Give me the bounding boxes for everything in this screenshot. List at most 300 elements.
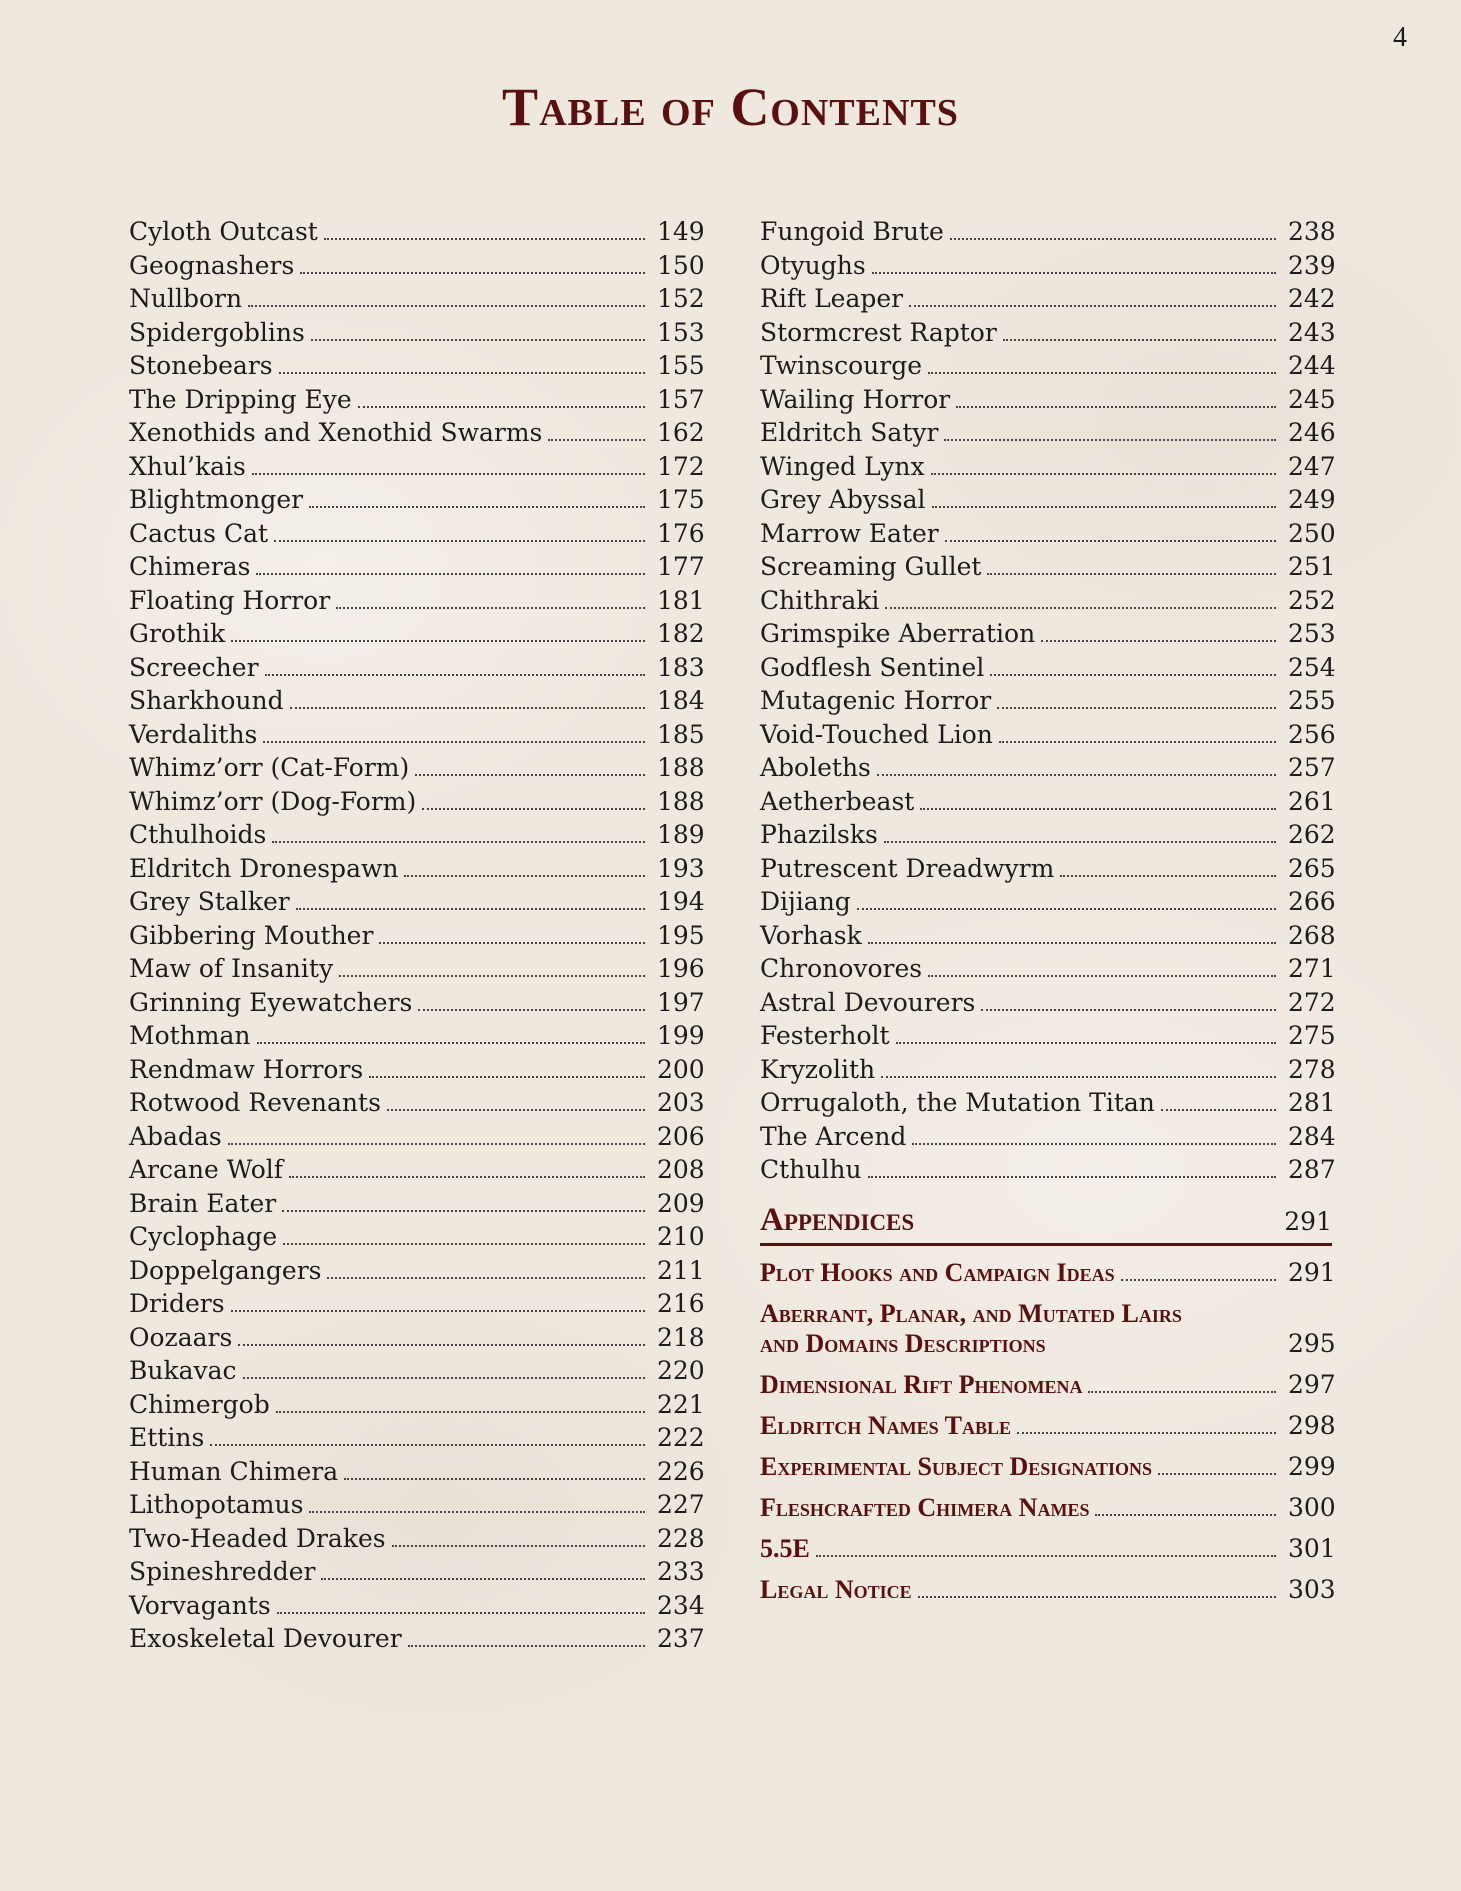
toc-entry-title: Human Chimera: [129, 1456, 339, 1486]
toc-entry[interactable]: [129, 1421, 705, 1455]
toc-entry[interactable]: [129, 249, 705, 283]
toc-entry-page: 268: [1288, 920, 1336, 950]
toc-entry-title: Brain Eater: [129, 1188, 277, 1218]
toc-entry-page: 162: [657, 418, 705, 447]
toc-entry-page: 254: [1288, 652, 1336, 682]
toc-entry[interactable]: [129, 1086, 705, 1120]
toc-entry-page: 237: [657, 1624, 705, 1653]
toc-entry-page: 244: [1288, 351, 1336, 380]
toc-entry[interactable]: [129, 316, 705, 350]
toc-entry[interactable]: [129, 751, 705, 785]
dot-leader: [896, 1042, 1276, 1044]
toc-entry-title: Astral Devourers: [760, 987, 976, 1017]
toc-entry-page: 196: [657, 954, 705, 983]
toc-entry[interactable]: [760, 818, 1336, 852]
toc-entry-title: Fungoid Brute: [760, 217, 944, 246]
toc-entry[interactable]: [760, 1019, 1336, 1053]
toc-entry[interactable]: [760, 215, 1336, 249]
toc-entry[interactable]: [129, 1622, 705, 1656]
toc-entry-title: Chronovores: [760, 954, 923, 983]
dot-leader: [257, 1042, 645, 1044]
toc-entry-title: Grinning Eyewatchers: [129, 987, 413, 1017]
toc-entry-title: Mothman: [129, 1021, 251, 1050]
dot-leader: [256, 573, 645, 575]
toc-entry-title: Bukavac: [129, 1356, 237, 1385]
toc-entry-page: 252: [1288, 585, 1336, 615]
toc-entry-page: 189: [657, 820, 705, 849]
toc-entry-page: 242: [1288, 284, 1336, 313]
toc-entry-title: Eldritch Satyr: [760, 418, 939, 447]
dot-leader: [1088, 1391, 1276, 1393]
dot-leader: [920, 808, 1276, 810]
toc-entry-page: 272: [1288, 987, 1336, 1017]
toc-entry-title: Orrugaloth, the Mutation Titan: [760, 1088, 1155, 1117]
toc-entry[interactable]: [760, 1053, 1336, 1087]
dot-leader: [274, 540, 645, 542]
toc-entry[interactable]: [129, 1287, 705, 1321]
dot-leader: [868, 942, 1276, 944]
toc-entry-title: Blightmonger: [129, 485, 304, 514]
toc-entry-title: Floating Horror: [129, 585, 331, 615]
toc-entry-page: 256: [1288, 719, 1336, 749]
toc-entry-title: Driders: [129, 1289, 225, 1318]
dot-leader: [816, 1555, 1276, 1557]
toc-entry-title: Cactus Cat: [129, 518, 269, 548]
toc-entry-page: 226: [657, 1456, 705, 1486]
toc-entry[interactable]: [760, 919, 1336, 953]
toc-entry[interactable]: [129, 852, 705, 886]
toc-entry-page: 200: [657, 1054, 705, 1084]
toc-entry[interactable]: [129, 919, 705, 953]
toc-entry-page: 172: [657, 451, 705, 481]
toc-entry[interactable]: [760, 885, 1336, 919]
dot-leader: [415, 774, 645, 776]
dot-leader: [945, 540, 1276, 542]
toc-entry-page: 218: [657, 1322, 705, 1352]
toc-entry-page: 185: [657, 719, 705, 749]
toc-entry-title: Rift Leaper: [760, 284, 904, 313]
appendix-entry-page: 298: [1288, 1411, 1336, 1440]
toc-entry[interactable]: [129, 1220, 705, 1254]
toc-entry[interactable]: [129, 1053, 705, 1087]
dot-leader: [339, 975, 645, 977]
dot-leader: [277, 1612, 645, 1614]
toc-entry-page: 284: [1288, 1121, 1336, 1151]
toc-entry-page: 249: [1288, 485, 1336, 514]
dot-leader: [1158, 1473, 1276, 1475]
toc-left-column: [129, 215, 705, 1656]
appendix-entry-page: 297: [1288, 1370, 1336, 1399]
dot-leader: [422, 808, 645, 810]
toc-entry[interactable]: [760, 383, 1336, 417]
toc-entry-title: Verdaliths: [129, 719, 258, 749]
toc-entry-page: 149: [657, 217, 705, 246]
toc-entry-title: Phazilsks: [760, 820, 878, 849]
dot-leader: [857, 908, 1276, 910]
toc-entry-title: Marrow Eater: [760, 518, 939, 548]
toc-entry-page: 227: [657, 1490, 705, 1519]
toc-entry[interactable]: [129, 785, 705, 819]
toc-entry[interactable]: [760, 952, 1336, 986]
toc-entry-title: Putrescent Dreadwyrm: [760, 853, 1055, 883]
toc-entry-page: 157: [657, 384, 705, 414]
toc-entry-page: 221: [657, 1389, 705, 1419]
toc-entry-page: 238: [1288, 217, 1336, 246]
toc-entry[interactable]: [760, 249, 1336, 283]
toc-entry-page: 175: [657, 485, 705, 514]
toc-entry-page: 152: [657, 284, 705, 313]
dot-leader: [296, 908, 645, 910]
toc-entry-title: Gibbering Mouther: [129, 920, 374, 950]
dot-leader: [981, 1009, 1276, 1011]
dot-leader: [228, 1143, 645, 1145]
toc-entry-page: 220: [657, 1356, 705, 1385]
toc-entry-page: 181: [657, 585, 705, 615]
toc-entry[interactable]: [129, 416, 705, 450]
toc-entry[interactable]: [129, 1388, 705, 1422]
toc-entry-title: Rotwood Revenants: [129, 1088, 381, 1117]
toc-entry[interactable]: [129, 1455, 705, 1489]
toc-entry[interactable]: [760, 416, 1336, 450]
dot-leader: [885, 607, 1276, 609]
toc-entry[interactable]: [760, 684, 1336, 718]
toc-entry[interactable]: [129, 1153, 705, 1187]
toc-entry[interactable]: [129, 1187, 705, 1221]
toc-entry-page: 194: [657, 887, 705, 916]
dot-leader: [279, 372, 645, 374]
toc-entry-page: 255: [1288, 686, 1336, 715]
toc-entry-page: 188: [657, 786, 705, 816]
dot-leader: [1003, 339, 1276, 341]
toc-entry[interactable]: [760, 584, 1336, 618]
toc-entry-title: Ettins: [129, 1423, 205, 1452]
dot-leader: [252, 473, 645, 475]
dot-leader: [548, 439, 645, 441]
toc-entry-page: 206: [657, 1121, 705, 1151]
toc-entry-title: Festerholt: [760, 1021, 890, 1050]
toc-entry-title: Nullborn: [129, 284, 243, 313]
toc-entry[interactable]: [760, 349, 1336, 383]
toc-entry[interactable]: [129, 550, 705, 584]
toc-entry-page: 262: [1288, 820, 1336, 849]
dot-leader: [1017, 1432, 1276, 1434]
toc-entry[interactable]: [129, 617, 705, 651]
dot-leader: [956, 406, 1276, 408]
appendix-entry[interactable]: [760, 1534, 1336, 1564]
dot-leader: [928, 975, 1276, 977]
toc-entry[interactable]: [760, 550, 1336, 584]
toc-entry-page: 216: [657, 1289, 705, 1318]
toc-entry[interactable]: [129, 1321, 705, 1355]
toc-entry-page: 253: [1288, 619, 1336, 648]
toc-entry-page: 257: [1288, 753, 1336, 782]
dot-leader: [877, 774, 1276, 776]
appendix-entry-title: Experimental Subject Designations: [760, 1452, 1152, 1481]
toc-entry-page: 155: [657, 351, 705, 380]
toc-entry-title: Two-Headed Drakes: [129, 1523, 386, 1553]
toc-entry[interactable]: [129, 952, 705, 986]
appendix-entry-page: 299: [1288, 1452, 1336, 1481]
dot-leader: [300, 272, 645, 274]
toc-entry-page: 199: [657, 1021, 705, 1050]
appendix-entry-title: Plot Hooks and Campaign Ideas: [760, 1258, 1115, 1287]
dot-leader: [327, 1277, 645, 1279]
dot-leader: [238, 1344, 645, 1346]
dot-leader: [309, 1511, 645, 1513]
toc-entry-title: Kryzolith: [760, 1054, 876, 1084]
toc-entry-page: 233: [657, 1557, 705, 1586]
toc-entry[interactable]: [129, 718, 705, 752]
toc-entry[interactable]: [760, 517, 1336, 551]
appendix-entry-page: 300: [1288, 1493, 1336, 1522]
dot-leader: [997, 707, 1276, 709]
appendices-page: 291: [1284, 1207, 1332, 1236]
toc-entry-title: Grimspike Aberration: [760, 619, 1036, 648]
dot-leader: [265, 674, 645, 676]
toc-entry-page: 209: [657, 1188, 705, 1218]
page-title: Table of Contents: [502, 77, 959, 137]
dot-leader: [243, 1377, 645, 1379]
appendix-entry[interactable]: [760, 1411, 1336, 1441]
toc-entry-page: 243: [1288, 317, 1336, 347]
dot-leader: [932, 506, 1276, 508]
toc-entry-page: 197: [657, 987, 705, 1017]
toc-entry-title: Lithopotamus: [129, 1490, 304, 1519]
toc-entry[interactable]: [129, 215, 705, 249]
toc-entry-title: Screaming Gullet: [760, 552, 982, 581]
toc-entry-title: Void-Touched Lion: [760, 719, 993, 749]
page-number: 4: [1393, 22, 1407, 53]
appendix-entry[interactable]: [760, 1493, 1336, 1523]
toc-entry[interactable]: [129, 450, 705, 484]
dot-leader: [990, 674, 1276, 676]
toc-entry[interactable]: [129, 986, 705, 1020]
dot-leader: [944, 439, 1276, 441]
toc-entry-title: Spidergoblins: [129, 317, 305, 347]
appendices-header[interactable]: [760, 1202, 1332, 1246]
toc-entry[interactable]: [129, 1254, 705, 1288]
dot-leader: [404, 875, 645, 877]
dot-leader: [290, 707, 645, 709]
appendix-entry[interactable]: [760, 1299, 1336, 1359]
toc-entry-page: 250: [1288, 518, 1336, 548]
toc-entry-page: 195: [657, 920, 705, 950]
toc-entry[interactable]: [129, 584, 705, 618]
toc-entry[interactable]: [129, 1589, 705, 1623]
toc-entry-title: Vorvagants: [129, 1590, 271, 1620]
toc-entry[interactable]: [129, 818, 705, 852]
toc-entry-title: Otyughs: [760, 250, 866, 280]
dot-leader: [1121, 1279, 1276, 1281]
toc-entry[interactable]: [129, 1488, 705, 1522]
toc-entry-page: 182: [657, 619, 705, 648]
toc-entry-page: 153: [657, 317, 705, 347]
toc-entry-page: 193: [657, 853, 705, 883]
dot-leader: [379, 942, 645, 944]
toc-entry[interactable]: [760, 1086, 1336, 1120]
toc-entry-page: 211: [657, 1255, 705, 1285]
appendix-entry-title: 5.5E: [760, 1534, 810, 1563]
dot-leader: [321, 1578, 645, 1580]
toc-entry-title: Xhul’kais: [129, 451, 246, 481]
toc-entry[interactable]: [760, 986, 1336, 1020]
toc-entry-title: Wailing Horror: [760, 384, 951, 414]
toc-entry-title: Chimeras: [129, 552, 251, 581]
toc-entry-title: Oozaars: [129, 1322, 233, 1352]
dot-leader: [272, 841, 645, 843]
toc-entry-title: Screecher: [129, 652, 259, 682]
toc-entry-page: 266: [1288, 887, 1336, 916]
dot-leader: [1161, 1109, 1276, 1111]
toc-entry-page: 208: [657, 1155, 705, 1184]
dot-leader: [276, 1411, 645, 1413]
dot-leader: [881, 1076, 1276, 1078]
toc-entry-page: 210: [657, 1222, 705, 1251]
appendix-entry-title: Legal Notice: [760, 1575, 912, 1604]
toc-entry[interactable]: [760, 751, 1336, 785]
toc-entry-title: Abadas: [129, 1121, 222, 1151]
toc-entry-title: The Dripping Eye: [129, 384, 352, 414]
toc-entry-title: Winged Lynx: [760, 451, 925, 481]
toc-entry-title: Stormcrest Raptor: [760, 317, 997, 347]
dot-leader: [358, 406, 645, 408]
dot-leader: [231, 640, 645, 642]
toc-entry-page: 247: [1288, 451, 1336, 481]
toc-entry[interactable]: [760, 1153, 1336, 1187]
dot-leader: [912, 1143, 1276, 1145]
toc-entry[interactable]: [129, 349, 705, 383]
dot-leader: [918, 1596, 1276, 1598]
appendix-entry[interactable]: [760, 1452, 1336, 1482]
dot-leader: [987, 573, 1276, 575]
dot-leader: [868, 1176, 1276, 1178]
appendix-entry-page: 303: [1288, 1575, 1336, 1604]
appendix-entry[interactable]: [760, 1258, 1336, 1288]
toc-entry-title: Dijiang: [760, 887, 851, 916]
toc-entry-title: The Arcend: [760, 1121, 907, 1151]
toc-entry-page: 228: [657, 1523, 705, 1553]
toc-entry-title: Grey Abyssal: [760, 485, 926, 514]
toc-entry-title: Xenothids and Xenothid Swarms: [129, 418, 543, 447]
toc-entry-title: Aboleths: [760, 753, 871, 782]
dot-leader: [282, 1210, 645, 1212]
appendix-entry-title: Dimensional Rift Phenomena: [760, 1370, 1083, 1399]
toc-entry-title: Chimergob: [129, 1389, 270, 1419]
dot-leader: [387, 1109, 645, 1111]
appendices-list: [760, 1258, 1336, 1616]
toc-entry[interactable]: [760, 785, 1336, 819]
dot-leader: [336, 607, 645, 609]
dot-leader: [392, 1545, 645, 1547]
toc-entry[interactable]: [129, 684, 705, 718]
dot-leader: [928, 372, 1276, 374]
toc-entry-title: Arcane Wolf: [129, 1155, 284, 1184]
toc-entry-title: Maw of Insanity: [129, 954, 334, 983]
toc-entry[interactable]: [760, 450, 1336, 484]
toc-right-column: [760, 215, 1336, 1187]
dot-leader: [1041, 640, 1276, 642]
appendix-entry-title: Aberrant, Planar, and Mutated Lairs and Domains Descriptions: [760, 1299, 1182, 1358]
toc-entry-title: Geognashers: [129, 250, 295, 280]
toc-entry-page: 222: [657, 1423, 705, 1452]
dot-leader: [231, 1310, 645, 1312]
toc-entry-title: Whimz’orr (Cat-Form): [129, 753, 410, 782]
dot-leader: [248, 305, 645, 307]
toc-entry-title: Spineshredder: [129, 1557, 316, 1586]
toc-entry[interactable]: [129, 885, 705, 919]
toc-entry[interactable]: [760, 316, 1336, 350]
toc-entry[interactable]: [129, 1522, 705, 1556]
toc-entry[interactable]: [129, 1555, 705, 1589]
toc-entry-page: 275: [1288, 1021, 1336, 1050]
toc-entry-page: 278: [1288, 1054, 1336, 1084]
appendix-entry-page: 301: [1288, 1534, 1336, 1563]
dot-leader: [999, 741, 1276, 743]
dot-leader: [263, 741, 645, 743]
dot-leader: [1095, 1514, 1276, 1516]
toc-entry[interactable]: [129, 282, 705, 316]
dot-leader: [309, 506, 645, 508]
toc-entry-title: Sharkhound: [129, 686, 284, 715]
toc-entry-title: Twinscourge: [760, 351, 923, 380]
appendix-entry-title: Eldritch Names Table: [760, 1411, 1012, 1440]
dot-leader: [344, 1478, 645, 1480]
dot-leader: [950, 238, 1276, 240]
toc-entry[interactable]: [760, 483, 1336, 517]
dot-leader: [1060, 875, 1276, 877]
toc-entry-title: Eldritch Dronespawn: [129, 853, 399, 883]
appendix-entry-page: 291: [1288, 1258, 1336, 1287]
appendix-entry[interactable]: [760, 1575, 1336, 1605]
toc-entry-title: Stonebears: [129, 351, 273, 380]
toc-entry-title: Cyclophage: [129, 1222, 278, 1251]
toc-entry[interactable]: [129, 517, 705, 551]
appendix-entry-page: 295: [1288, 1329, 1336, 1358]
toc-entry[interactable]: [760, 617, 1336, 651]
toc-entry[interactable]: [760, 651, 1336, 685]
toc-entry-title: Cyloth Outcast: [129, 217, 318, 246]
toc-entry[interactable]: [760, 1120, 1336, 1154]
toc-entry-page: 177: [657, 552, 705, 581]
toc-entry[interactable]: [129, 383, 705, 417]
toc-entry[interactable]: [760, 718, 1336, 752]
dot-leader: [289, 1176, 645, 1178]
dot-leader: [909, 305, 1276, 307]
dot-leader: [369, 1076, 645, 1078]
toc-entry-page: 251: [1288, 552, 1336, 581]
toc-entry[interactable]: [760, 852, 1336, 886]
toc-entry-page: 188: [657, 753, 705, 782]
toc-entry-page: 176: [657, 518, 705, 548]
toc-entry[interactable]: [129, 1019, 705, 1053]
toc-entry[interactable]: [129, 483, 705, 517]
toc-entry-title: Aetherbeast: [760, 786, 915, 816]
toc-entry[interactable]: [129, 651, 705, 685]
dot-leader: [283, 1243, 645, 1245]
dot-leader: [210, 1444, 645, 1446]
toc-entry-page: 271: [1288, 954, 1336, 983]
dot-leader: [931, 473, 1276, 475]
toc-entry-page: 203: [657, 1088, 705, 1117]
toc-entry-page: 150: [657, 250, 705, 280]
appendix-entry[interactable]: [760, 1370, 1336, 1400]
toc-entry[interactable]: [129, 1354, 705, 1388]
toc-entry-title: Godflesh Sentinel: [760, 652, 985, 682]
toc-entry-page: 287: [1288, 1155, 1336, 1184]
toc-entry[interactable]: [129, 1120, 705, 1154]
dot-leader: [311, 339, 645, 341]
toc-entry[interactable]: [760, 282, 1336, 316]
